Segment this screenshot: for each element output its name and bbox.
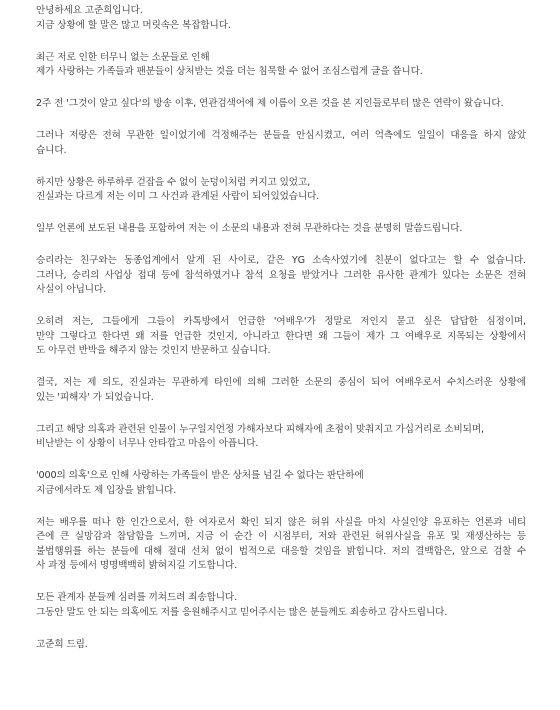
letter-line: 안녕하세요 고준희입니다. xyxy=(36,5,143,16)
letter-paragraph xyxy=(36,176,526,205)
letter-line: 있는 '피해자' 가 되었습니다. xyxy=(36,391,154,403)
letter-line: 그리고 해당 의혹과 관련된 인물이 누구일지언정 가해자보다 피해자에 초점이 맞춰지고 가십거리로 소비되며, xyxy=(36,423,484,435)
letter-line: 오히려 저는, 그들에게 그들이 카톡방에서 언급한 '여배우'가 정말로 저인지 묻고 싶은 답답한 심정이며, xyxy=(36,316,526,327)
letter-line: 결국, 저는 제 의도, 진실과는 무관하게 타인에 의해 그러한 소문의 중심이 되어 여배우로서 수치스러운 상황에 xyxy=(36,377,526,388)
letter-line: 그러나 저랑은 전혀 무관한 일이었기에 걱정해주는 분들을 안심시켰고, 여러 억측에도 일일이 대응을 하지 않았 xyxy=(36,130,526,141)
letter-line: 저는 배우를 떠나 한 인간으로서, 한 여자로서 확인 되지 않은 허위 사실을 마치 사실인양 유포하는 언론과 네티 xyxy=(36,516,526,528)
signature-line: 고준희 드림. xyxy=(36,638,88,650)
letter-line: 사 과정 등에서 명명백백히 밝혀지길 기도합니다. xyxy=(36,560,238,571)
letter-line: '000의 의혹'으로 인해 사랑하는 가족들이 받은 상처를 넘길 수 없다는 판단하에 xyxy=(36,470,364,481)
letter-line: 불법행위를 하는 분들에 대해 절대 선처 없이 법적으로 대응할 것임을 밝힙니다. 저의 결백함은, 앞으로 검찰 수 xyxy=(36,545,526,557)
letter-line: 진실과는 다르게 저는 이미 그 사건과 관계된 사람이 되어있었습니다. xyxy=(36,191,320,202)
greeting-paragraph xyxy=(36,4,526,33)
signature-paragraph xyxy=(36,638,526,653)
letter-paragraph xyxy=(36,129,526,158)
letter-paragraph xyxy=(36,315,526,359)
letter-line: 만약 그렇다고 한다면 왜 저를 언급한 것인지, 아니라고 한다면 왜 그들이 제가 그 여배우로 지목되는 상황에서 xyxy=(36,330,526,342)
letter-paragraph xyxy=(36,423,526,452)
letter-line: 습니다. xyxy=(36,144,67,156)
letter-paragraph xyxy=(36,97,526,112)
letter-line: 일부 언론에 보도된 내용을 포함하여 저는 이 소문의 내용과 전혀 무관하다는 것을 분명히 말씀드립니다. xyxy=(36,223,463,234)
letter-line: 사실이 아닙니다. xyxy=(36,284,107,295)
letter-line: 지금에서라도 제 입장을 밝힙니다. xyxy=(36,484,177,496)
letter-line: 그러나, 승리의 사업상 접대 등에 참석하였거나 참석 요청을 받았거나 그러한 유사한 관계가 있다는 소문은 전혀 xyxy=(36,269,526,281)
letter-paragraph xyxy=(36,591,526,620)
letter-line: 하지만 상황은 하루하루 걷잡을 수 없이 눈덩이처럼 커지고 있었고, xyxy=(36,176,311,188)
letter-line: 지금 상황에 할 말은 많고 머릿속은 복잡합니다. xyxy=(36,19,231,31)
letter-line: 제가 사랑하는 가족들과 팬분들이 상처받는 것을 더는 침묵할 수 없어 조심스럽게 글을 씁니다. xyxy=(36,66,423,77)
letter-line: 도 아무런 반박을 해주지 않는 것인지 반문하고 싶습니다. xyxy=(36,345,271,356)
letter-paragraph xyxy=(36,376,526,405)
letter-paragraph xyxy=(36,51,526,80)
letter-paragraph xyxy=(36,254,526,298)
letter-paragraph xyxy=(36,222,526,237)
letter-line: 최근 저로 인한 터무니 없는 소문들로 인해 xyxy=(36,51,210,63)
letter-paragraph xyxy=(36,516,526,574)
letter-line: 즌에 큰 실망감과 참담함을 느끼며, 지금 이 순간 이 시점부터, 저와 관련된 허위사실을 유포 및 재생산하는 등 xyxy=(36,531,526,542)
letter-line: 모든 관계자 분들께 심려를 끼쳐드려 죄송합니다. xyxy=(36,592,238,603)
letter-line: 승리라는 친구와는 동종업계에서 알게 된 사이로, 같은 YG 소속사였기에 친분이 없다고는 할 수 없습니다. xyxy=(36,255,526,266)
letter-line: 2주 전 '그것이 알고 싶다'의 방송 이후, 연관검색어에 제 이름이 오른 것을 본 지인들로부터 많은 연락이 왔습니다. xyxy=(36,98,504,109)
letter-paragraph xyxy=(36,469,526,498)
letter-line: 비난받는 이 상황이 너무나 안타깝고 마음이 아픕니다. xyxy=(36,438,259,449)
letter-line: 그동안 말도 안 되는 의혹에도 저를 응원해주시고 믿어주시는 많은 분들께도 죄송하고 감사드립니다. xyxy=(36,606,448,618)
